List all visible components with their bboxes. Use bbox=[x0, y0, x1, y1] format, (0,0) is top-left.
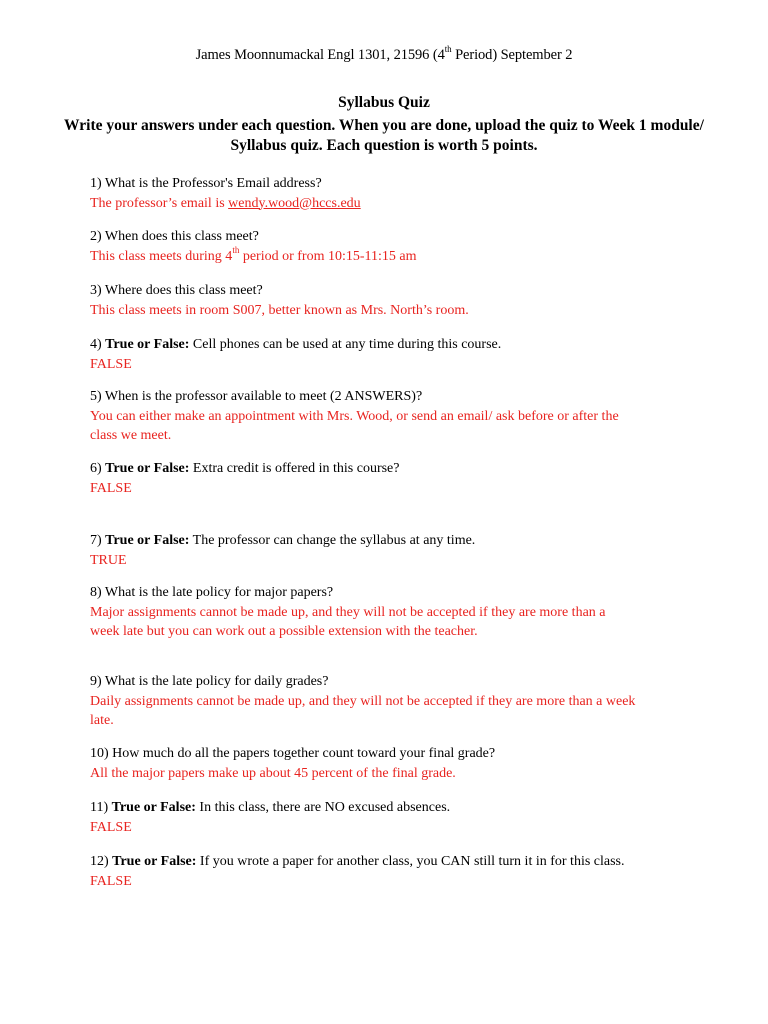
question-text: When is the professor available to meet (2 ANSWERS)? bbox=[104, 389, 423, 404]
question-number: 10) bbox=[90, 746, 113, 761]
question-block-12 bbox=[90, 852, 690, 891]
question-block-6 bbox=[90, 459, 690, 498]
question-block-4 bbox=[90, 335, 690, 374]
question-block-10 bbox=[90, 744, 690, 783]
answer-5-line-1: You can either make an appointment with Mrs. Wood, or send an email/ ask before or after the bbox=[90, 408, 619, 424]
question-text: What is the late policy for major papers? bbox=[104, 585, 334, 600]
question-number: 12) bbox=[90, 854, 113, 869]
answer-1 bbox=[90, 194, 690, 214]
question-10 bbox=[90, 744, 690, 764]
answer-7: TRUE bbox=[90, 552, 127, 568]
question-number: 11) bbox=[90, 800, 112, 815]
question-number: 6) bbox=[90, 461, 106, 476]
header-rest: Period) September 2 bbox=[451, 47, 573, 63]
answer-2 bbox=[90, 244, 690, 267]
email-link[interactable]: wendy.wood@hccs.edu bbox=[228, 195, 361, 211]
answer-text: This class meets during 4 bbox=[90, 248, 233, 264]
question-7 bbox=[90, 531, 690, 551]
question-6 bbox=[90, 459, 690, 479]
header-superscript: th bbox=[444, 44, 452, 55]
question-11 bbox=[90, 798, 690, 818]
question-block-1 bbox=[90, 174, 690, 213]
question-text: How much do all the papers together count toward your final grade? bbox=[112, 746, 496, 761]
question-block-5 bbox=[90, 387, 690, 446]
true-false-label: True or False: bbox=[105, 461, 190, 476]
answer-3: This class meets in room S007, better known as Mrs. North’s room. bbox=[90, 302, 469, 318]
question-text: Where does this class meet? bbox=[104, 283, 263, 298]
question-number: 2) bbox=[90, 229, 105, 244]
true-false-label: True or False: bbox=[112, 854, 197, 869]
header-author: James Moonnumackal Engl 1301, 21596 (4 bbox=[195, 47, 445, 63]
question-text: The professor can change the syllabus at any time. bbox=[189, 533, 476, 548]
question-4 bbox=[90, 335, 690, 355]
question-block-7 bbox=[90, 531, 690, 570]
question-text: When does this class meet? bbox=[104, 229, 259, 244]
question-text: Cell phones can be used at any time during this course. bbox=[189, 337, 502, 352]
question-number: 8) bbox=[90, 585, 105, 600]
question-block-11 bbox=[90, 798, 690, 837]
question-8 bbox=[90, 583, 690, 603]
question-text: If you wrote a paper for another class, you CAN still turn it in for this class. bbox=[196, 854, 625, 869]
answer-8-line-2: week late but you can work out a possible extension with the teacher. bbox=[90, 624, 478, 639]
question-number: 7) bbox=[90, 533, 106, 548]
question-number: 3) bbox=[90, 283, 105, 298]
answer-9-line-2: late. bbox=[90, 713, 114, 728]
true-false-label: True or False: bbox=[111, 800, 196, 815]
answer-superscript: th bbox=[232, 244, 240, 255]
question-number: 4) bbox=[90, 337, 106, 352]
quiz-instructions: Write your answers under each question. When you are done, upload the quiz to Week 1 module/ Syllabus quiz. Each question is worth 5 points. bbox=[64, 117, 704, 154]
answer-12: FALSE bbox=[90, 873, 132, 889]
question-text: What is the late policy for daily grades? bbox=[104, 674, 329, 689]
answer-4: FALSE bbox=[90, 356, 132, 372]
question-block-2 bbox=[90, 227, 690, 266]
question-text: What is the Professor's Email address? bbox=[104, 176, 322, 191]
answer-11: FALSE bbox=[90, 819, 132, 835]
answer-text-rest: period or from 10:15-11:15 am bbox=[239, 248, 417, 264]
question-5 bbox=[90, 387, 690, 407]
question-number: 9) bbox=[90, 674, 105, 689]
header-line bbox=[0, 44, 768, 64]
true-false-label: True or False: bbox=[105, 533, 190, 548]
answer-8-line-1: Major assignments cannot be made up, and they will not be accepted if they are more than a bbox=[90, 604, 606, 620]
question-number: 5) bbox=[90, 389, 105, 404]
question-12 bbox=[90, 852, 690, 872]
question-text: Extra credit is offered in this course? bbox=[189, 461, 400, 476]
answer-9-line-1: Daily assignments cannot be made up, and they will not be accepted if they are more than a week bbox=[90, 693, 636, 709]
answer-10: All the major papers make up about 45 percent of the final grade. bbox=[90, 765, 456, 781]
answer-text: The professor’s email is bbox=[90, 195, 229, 211]
quiz-title: Syllabus Quiz bbox=[338, 94, 430, 111]
question-block-8 bbox=[90, 583, 690, 642]
question-1 bbox=[90, 174, 690, 194]
question-3 bbox=[90, 281, 690, 301]
question-9 bbox=[90, 672, 690, 692]
question-2 bbox=[90, 227, 690, 247]
question-block-3 bbox=[90, 281, 690, 320]
answer-6: FALSE bbox=[90, 480, 132, 496]
answer-5-line-2: class we meet. bbox=[90, 428, 172, 443]
true-false-label: True or False: bbox=[105, 337, 190, 352]
question-number: 1) bbox=[90, 176, 105, 191]
question-text: In this class, there are NO excused absences. bbox=[195, 800, 451, 815]
question-block-9 bbox=[90, 672, 690, 731]
